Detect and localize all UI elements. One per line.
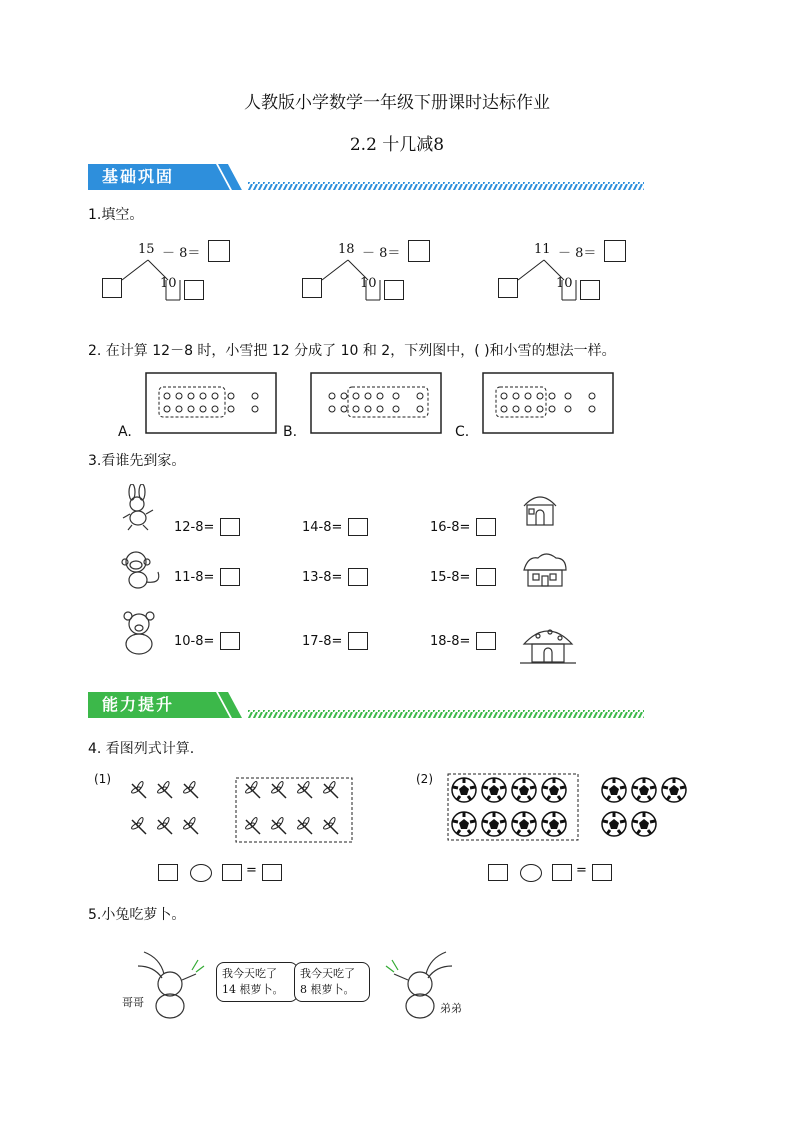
equation: 10-8= bbox=[174, 634, 215, 649]
option-c-figure[interactable] bbox=[482, 372, 614, 434]
answer-box[interactable] bbox=[102, 278, 122, 298]
operator: － 8＝ bbox=[558, 246, 597, 261]
rabbit-icon bbox=[118, 484, 158, 532]
dragonfly-figure bbox=[126, 776, 366, 844]
answer-box[interactable] bbox=[476, 568, 496, 586]
section-banner-advanced bbox=[88, 688, 644, 720]
left-rabbit-name: 哥哥 bbox=[122, 996, 144, 1009]
option-a-label[interactable]: A. bbox=[118, 424, 132, 440]
answer-box[interactable] bbox=[348, 632, 368, 650]
equals-sign: = bbox=[576, 863, 587, 878]
equation: 11-8= bbox=[174, 570, 215, 585]
equation: 16-8= bbox=[430, 520, 471, 535]
answer-box[interactable] bbox=[476, 518, 496, 536]
right-rabbit-name: 弟弟 bbox=[440, 1002, 462, 1015]
bubble-line: 我今天吃了 bbox=[300, 967, 355, 980]
big-rabbit-icon bbox=[130, 944, 210, 1024]
house-icon bbox=[520, 488, 560, 528]
equation: 13-8= bbox=[302, 570, 343, 585]
minuend: 18 bbox=[338, 242, 355, 257]
option-a-figure[interactable] bbox=[145, 372, 277, 434]
left-speech-bubble bbox=[216, 962, 298, 1002]
lesson-subtitle: 2.2 十几减8 bbox=[349, 135, 445, 155]
minuend: 11 bbox=[534, 242, 551, 257]
q4-prompt: 4. 看图列式计算. bbox=[88, 741, 195, 757]
answer-box[interactable] bbox=[220, 518, 240, 536]
ten-part: 10 bbox=[360, 276, 377, 291]
operator-circle[interactable] bbox=[190, 864, 212, 882]
soccer-ball-figure bbox=[446, 772, 696, 842]
part-2-label: (2) bbox=[416, 772, 433, 786]
equation: 12-8= bbox=[174, 520, 215, 535]
answer-box[interactable] bbox=[262, 864, 282, 881]
answer-box[interactable] bbox=[604, 240, 626, 262]
answer-box[interactable] bbox=[222, 864, 242, 881]
bubble-line: 8 根萝卜。 bbox=[300, 983, 355, 996]
minuend: 15 bbox=[138, 242, 155, 257]
operator-circle[interactable] bbox=[520, 864, 542, 882]
answer-box[interactable] bbox=[552, 864, 572, 881]
option-b-label[interactable]: B. bbox=[283, 424, 298, 440]
operator: － 8＝ bbox=[362, 246, 401, 261]
option-b-figure[interactable] bbox=[310, 372, 442, 434]
answer-box[interactable] bbox=[302, 278, 322, 298]
right-speech-bubble bbox=[294, 962, 370, 1002]
equation: 17-8= bbox=[302, 634, 343, 649]
answer-box[interactable] bbox=[408, 240, 430, 262]
ten-part: 10 bbox=[556, 276, 573, 291]
equals-sign: = bbox=[246, 863, 257, 878]
equation: 14-8= bbox=[302, 520, 343, 535]
answer-box[interactable] bbox=[208, 240, 230, 262]
answer-box[interactable] bbox=[476, 632, 496, 650]
part-1-label: (1) bbox=[94, 772, 111, 786]
answer-box[interactable] bbox=[488, 864, 508, 881]
answer-box[interactable] bbox=[184, 280, 204, 300]
q1-prompt: 1.填空。 bbox=[88, 207, 144, 223]
section-banner-basic bbox=[88, 160, 644, 192]
ten-part: 10 bbox=[160, 276, 177, 291]
answer-box[interactable] bbox=[384, 280, 404, 300]
monkey-icon bbox=[118, 548, 166, 590]
answer-box[interactable] bbox=[348, 518, 368, 536]
section-label-basic: 基础巩固 bbox=[102, 167, 175, 186]
answer-box[interactable] bbox=[220, 632, 240, 650]
bubble-line: 我今天吃了 bbox=[222, 967, 277, 980]
answer-box[interactable] bbox=[498, 278, 518, 298]
option-c-label[interactable]: C. bbox=[455, 424, 470, 440]
q1-item-1 bbox=[100, 240, 240, 302]
bear-icon bbox=[120, 610, 160, 656]
q1-item-3 bbox=[496, 240, 636, 302]
equation: 18-8= bbox=[430, 634, 471, 649]
q2-prompt: 2. 在计算 12－8 时，小雪把 12 分成了 10 和 2，下列图中，( )和小雪的想法一样。 bbox=[88, 343, 616, 359]
answer-box[interactable] bbox=[348, 568, 368, 586]
answer-box[interactable] bbox=[580, 280, 600, 300]
q5-prompt: 5.小兔吃萝卜。 bbox=[88, 907, 186, 923]
equation: 15-8= bbox=[430, 570, 471, 585]
answer-box[interactable] bbox=[592, 864, 612, 881]
answer-box[interactable] bbox=[158, 864, 178, 881]
mushroom-house-icon bbox=[518, 622, 578, 666]
operator: － 8＝ bbox=[162, 246, 201, 261]
section-label-advanced: 能力提升 bbox=[102, 695, 175, 714]
answer-box[interactable] bbox=[220, 568, 240, 586]
q1-item-2 bbox=[300, 240, 440, 302]
bubble-line: 14 根萝卜。 bbox=[222, 983, 284, 996]
page-title: 人教版小学数学一年级下册课时达标作业 bbox=[244, 93, 550, 113]
q3-prompt: 3.看谁先到家。 bbox=[88, 453, 186, 469]
cottage-icon bbox=[520, 550, 570, 590]
